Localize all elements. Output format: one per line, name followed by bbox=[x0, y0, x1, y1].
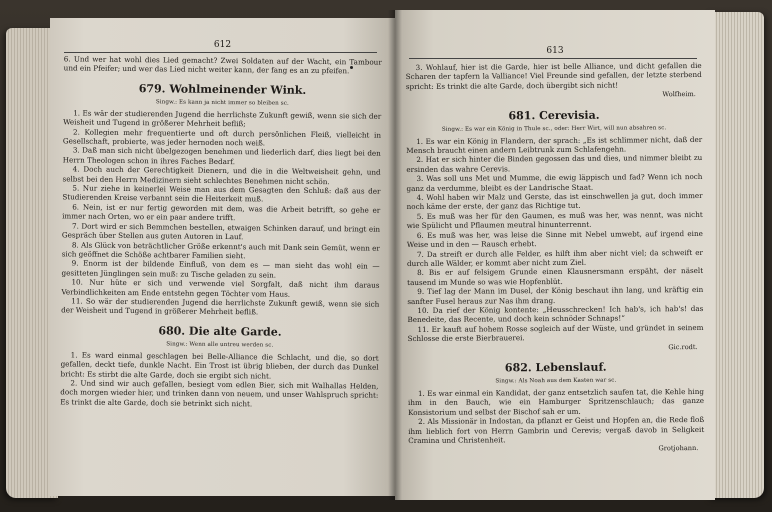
verse: 1. Es wär der studierenden Jugend die herrlichste Zukunft gewiß, wenn sie sich der Weisheit und Tugend in größerer Mehrheit befliß; bbox=[63, 108, 382, 129]
left-intro-verse: 6. Und wer hat wohl dies Lied gemacht? Zwei Soldaten auf der Wacht, ein Tambour und ein Pfeifer; und wer das Lied nicht weiter kann, der fang es an zu pfeifen. bbox=[63, 54, 382, 76]
book-gutter bbox=[388, 10, 402, 500]
song-679-tune: Singw.: Es kann ja nicht immer so bleiben sc. bbox=[155, 99, 289, 107]
left-header-rule bbox=[64, 52, 377, 53]
verse: 4. Doch auch der Gerechtigkeit Dienern, und die in die Weltweisheit gehn, und selbst bei den Herrn Medizinern sieht schlechtes Benehmen nicht schön. bbox=[62, 164, 381, 186]
song-679-title: 679. Wohlmeinender Wink. bbox=[138, 81, 307, 97]
song-682-tune: Singw.: Als Noah aus dem Kasten war sc. bbox=[495, 377, 617, 385]
verse: 4. Wohl haben wir Malz und Gerste, das ist einschwellen ja gut, doch immer noch käme der erste, der ganz das Richtige tut. bbox=[406, 191, 703, 212]
right-header-rule bbox=[409, 58, 697, 59]
verse: 2. Und sind wir auch gefallen, besiegt vom edlen Bier, sich mit Walhallas Helden, doch morgen wieder hier, und trinken dann von neuem, und unser Wahlspruch spricht: Es trinkt die alte Garde, doch sie betrinkt sich nicht. bbox=[60, 378, 379, 409]
song-680-title: 680. Die alte Garde. bbox=[158, 324, 282, 339]
verse: 3. Was soll uns Met und Mumme, die ewig läppisch und fad? Wenn ich noch ganz da verdumme, bleibt es der Landrische Staat. bbox=[406, 172, 703, 193]
verse: 7. Da streift er durch alle Felder, es hilft ihm aber nicht viel; da schweift er durch alle Wälder, er kommt aber nicht zum Ziel. bbox=[407, 247, 703, 268]
left-page-number: 612 bbox=[213, 40, 232, 50]
verse: 3. Daß man sich nicht übelgezogen benehmen und liederlich darf, dies liegt bei den Herrn Theologen schon in ihres Faches Bedarf. bbox=[62, 145, 381, 166]
verse: 8. Bis er auf felsigem Grunde einen Klausnersmann erspäht, der näselt tausend im Munde so was wie Hopfenblüt. bbox=[407, 266, 704, 287]
verse: 10. Nur hüte er sich und verwende viel Sorgfalt, daß nicht ihm daraus Verbindlichkeiten am Ende entstehn gegen Töchter vom Haus. bbox=[61, 277, 380, 299]
verse: 6. Nein, ist er nur fertig geworden mit dem, was die Arbeit betrifft, so gehe er immer nach Orten, wo er ein paar andere trifft. bbox=[62, 202, 381, 223]
verse: 10. Da rief der König kontente: „Heusschrecken! Ich hab's, ich hab's! das Benedeite, das Recente, und doch kein schnöder Schnaps!“ bbox=[407, 303, 704, 325]
verse: 2. Kollegien mehr frequentierte und oft durch persönlichen Fleiß, vielleicht in Gesellschaft, probierte, was jeder hernoden noch weiß. bbox=[62, 127, 382, 148]
right-page bbox=[395, 10, 715, 500]
left-page-content bbox=[60, 54, 382, 409]
song-680-tune: Singw.: Wenn alle untreu werden sc. bbox=[166, 341, 274, 349]
verse: 2. Als Missionär in Indostan, da pflanzt er Geist und Hopfen an, die Rede floß ihm lieblich fort von Herrn Gambrin und Cerevis; vergaß davob in Seligkeit Cramina und Christenheit. bbox=[408, 415, 705, 446]
verse: 9. Enorm ist der bildende Einfluß, von dem es — man sieht das wohl ein — gesitteten Jünglingen sein muß: zu Tische geladen zu sein. bbox=[61, 258, 380, 280]
verse: 2. Hat er sich hinter die Binden gegossen das und dies, und nimmer bleibt zu ersinden das wahre Cerevis. bbox=[406, 153, 703, 174]
right-page-number: 613 bbox=[546, 46, 564, 56]
intro-author: Wolfheim. bbox=[662, 90, 696, 99]
verse: 6. Es muß was her, was leise die Sinne mit Nebel umwebt, auf irgend eine Weise und in den — Rausch erhebt. bbox=[406, 228, 703, 250]
left-page bbox=[50, 18, 395, 496]
verse: 1. Es ward einmal geschlagen bei Belle-Alliance die Schlacht, und die, so dort gefallen, deckt tiefe, dunkle Nacht. Ein Trost ist übrig blieben, der durch das Dunkel bricht: Es stirbt die alte Garde, doch sie ergibt sich nicht. bbox=[60, 350, 379, 381]
verse: 9. Tief lag der Mann im Dusel, der König beschaut ihn lang, und kräftig ein sanfter Fusel heraus zur Nas ihm drang. bbox=[407, 285, 704, 306]
verse: 1. Es war einmal ein Kandidat, der ganz entsetzlich saufen tat, die Kehle hing ihm in den Bauch, wie ein Hamburger Spritzenschlauch; das ganze Konsistorium und selbst der Bischof sah er um. bbox=[407, 386, 705, 417]
verse: 8. Als Glück von beträchtlicher Größe erkennt's auch mit Dank sein Gemüt, wenn er sich geöffnet die Schöße achtbarer Familien sieht. bbox=[61, 239, 380, 261]
verse: 1. Es war ein König in Flandern, der sprach: „Es ist schlimmer nicht, daß der Mensch braucht einen andern Leibtrunk zum Schlafengehn. bbox=[406, 134, 703, 156]
song-681-tune: Singw.: Es war ein König in Thule sc., oder: Herr Wirt, will nun absahren sc. bbox=[441, 124, 667, 133]
verse: 7. Dort wird er sich Bemmchen bestellen, etwaigen Schinken darauf, und bringt ein Gespräch über Stellen aus guten Autoren in Lauf. bbox=[61, 221, 381, 242]
verse: 11. Er kauft auf hohem Rosse sogleich auf der Wüste, und gründet in seinem Schlosse die erste Bierbrauerei. bbox=[407, 322, 704, 344]
verse: 5. Es muß was her für den Gaumen, es muß was her, was nennt, was nicht wie Spülicht und Pflaumen meutral hinunterrennt. bbox=[406, 209, 703, 231]
right-page-edges bbox=[708, 12, 764, 498]
song-681-title: 681. Cerevisia. bbox=[508, 108, 600, 122]
right-intro-verse: 3. Wohlauf, hier ist die Garde, hier ist belle Alliance, und dicht gefallen die Scharen der tapfern la Valliance! Viel Freunde sind gefallen, der letzte sterbend spricht: Es trinkt die alte Garde, doch übergibt sich nicht! bbox=[405, 60, 702, 91]
song-682-author: Grotjohann. bbox=[658, 444, 699, 453]
right-page-content bbox=[406, 61, 705, 456]
song-681-author: Gic.rodt. bbox=[668, 342, 698, 351]
verse: 5. Nur ziehe in keinerlei Weise man aus dem Gesagten den Schluß: daß aus der Studierenden Kreise verbannt sein die Heiterkeit muß. bbox=[62, 183, 381, 204]
song-682-title: 682. Lebenslauf. bbox=[504, 360, 607, 375]
verse: 11. So wär der studierenden Jugend die herrlichste Zukunft gewiß, wenn sie sich der Weisheit und Tugend in größerer Mehrheit befliß. bbox=[61, 296, 380, 317]
